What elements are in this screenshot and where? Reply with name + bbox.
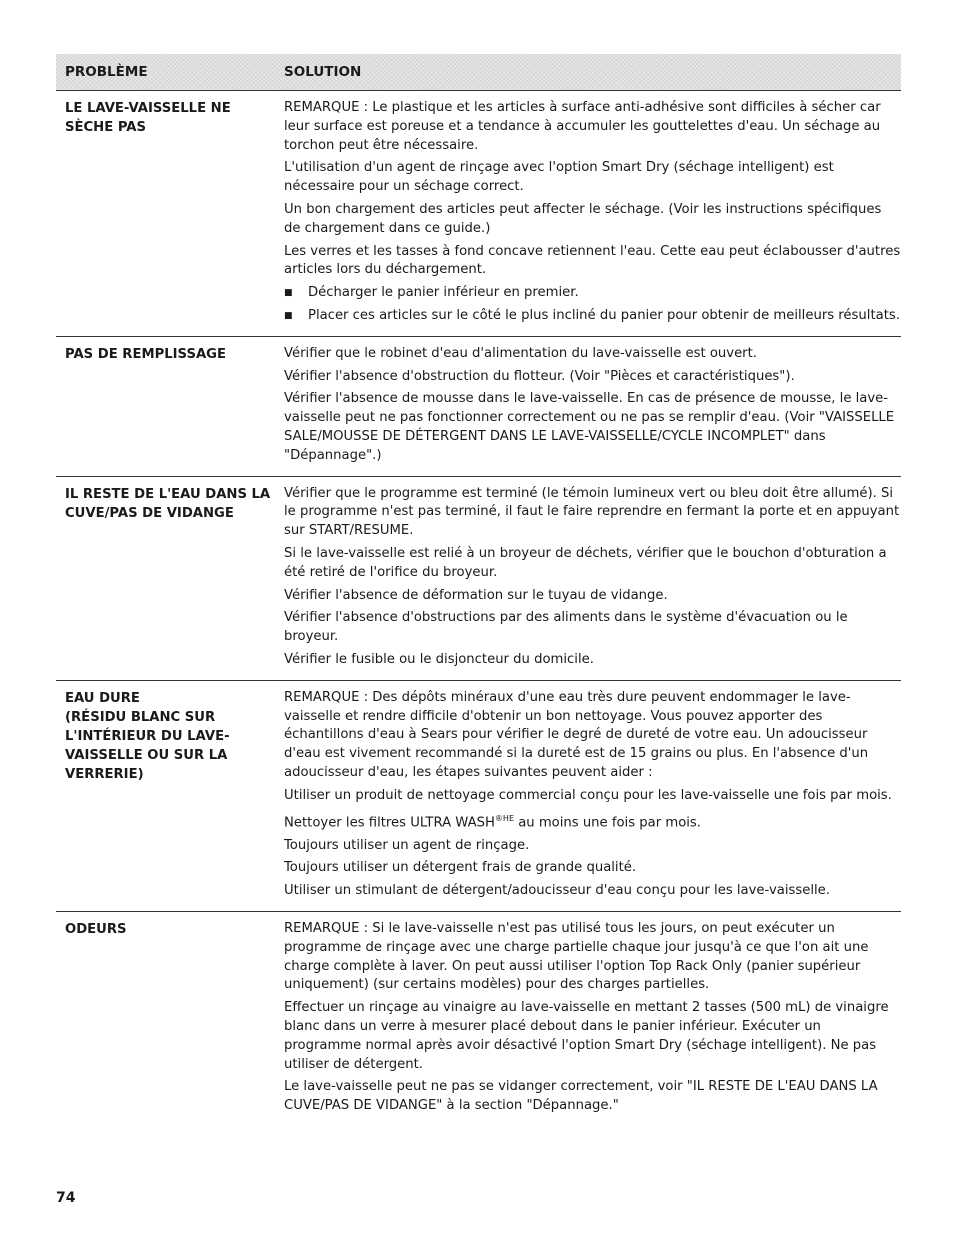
solution-paragraph: Vérifier le fusible ou le disjoncteur du domicile. bbox=[284, 651, 594, 667]
bullet-square-icon: ■ bbox=[284, 288, 293, 299]
solution-paragraph: Utiliser un produit de nettoyage commercial conçu pour les lave-vaisselle une fois par mois. bbox=[284, 787, 892, 803]
table-row bbox=[56, 91, 901, 337]
solution-paragraph: REMARQUE : Le plastique et les articles à surface anti-adhésive sont difficiles à sécher car leur surface est poreuse et a tendance à accumuler les gouttelettes d'eau. Un séchage au torchon peut être nécessaire. bbox=[284, 100, 881, 153]
solution-paragraph: REMARQUE : Des dépôts minéraux d'une eau très dure peuvent endommager le lave-vaisselle et rendre difficile d'obtenir un bon nettoyage. Vous pouvez apporter des échantillons d'eau à Sears pour vérifier le degré de dureté de votre eau. Un adoucisseur d'eau est vivement recommandé si la dureté est de 15 grains ou plus. En l'absence d'un adoucisseur d'eau, les étapes suivantes peuvent aider : bbox=[284, 689, 869, 780]
problem-line: PAS DE REMPLISSAGE bbox=[65, 346, 226, 362]
problem-line: VERRERIE) bbox=[65, 766, 144, 782]
solution-cell bbox=[284, 345, 901, 470]
problem-line: ODEURS bbox=[65, 922, 127, 938]
problem-line: SÈCHE PAS bbox=[65, 120, 146, 135]
solution-paragraph: Le lave-vaisselle peut ne pas se vidanger correctement, voir "IL RESTE DE L'EAU DANS LA CUVE/PAS DE VIDANGE" à la section "Dépannage." bbox=[284, 1079, 878, 1114]
page-number: 74 bbox=[56, 1190, 76, 1206]
problem-cell bbox=[56, 689, 284, 905]
problem-cell bbox=[56, 920, 284, 1120]
problem-cell bbox=[56, 99, 284, 330]
problem-line: VAISSELLE OU SUR LA bbox=[65, 747, 228, 763]
solution-paragraph: Vérifier l'absence d'obstruction du flotteur. (Voir "Pièces et caractéristiques"). bbox=[284, 368, 795, 384]
solution-paragraph: Toujours utiliser un agent de rinçage. bbox=[284, 837, 530, 853]
problem-line: EAU DURE bbox=[65, 690, 140, 706]
problem-line: CUVE/PAS DE VIDANGE bbox=[65, 505, 234, 521]
header-solution: SOLUTION bbox=[284, 64, 362, 80]
solution-paragraph: Vérifier que le robinet d'eau d'alimentation du lave-vaisselle est ouvert. bbox=[284, 345, 757, 361]
solution-cell bbox=[284, 485, 901, 674]
problem-cell bbox=[56, 345, 284, 470]
header-problem: PROBLÈME bbox=[65, 64, 148, 80]
solution-cell bbox=[284, 920, 901, 1120]
solution-paragraph: Un bon chargement des articles peut affecter le séchage. (Voir les instructions spécifiques de chargement dans ce guide.) bbox=[284, 201, 882, 236]
solution-cell bbox=[284, 689, 901, 905]
solution-paragraph: Nettoyer les filtres ULTRA $WASH^{®HE}$ au moins une fois par mois. bbox=[284, 813, 701, 830]
problem-line: IL RESTE DE L'EAU DANS LA bbox=[65, 486, 271, 502]
table-body bbox=[56, 91, 901, 1126]
solution-paragraph: Effectuer un rinçage au vinaigre au lave-vaisselle en mettant 2 tasses (500 mL) de vinaigre blanc dans un verre à mesurer placé debout dans le panier inférieur. Exécuter un programme normal après avoir désactivé l'option Smart Dry (séchage intelligent). Ne pas utiliser de détergent. bbox=[284, 1000, 889, 1072]
bullet-square-icon: ■ bbox=[284, 310, 293, 321]
problem-cell bbox=[56, 485, 284, 674]
problem-line: LE LAVE-VAISSELLE NE bbox=[65, 101, 231, 116]
table-header bbox=[56, 54, 901, 91]
solution-paragraph: Toujours utiliser un détergent frais de grande qualité. bbox=[284, 860, 637, 876]
solution-paragraph: Vérifier l'absence d'obstructions par des aliments dans le système d'évacuation ou le broyeur. bbox=[284, 610, 848, 645]
solution-paragraph: Si le lave-vaisselle est relié à un broyeur de déchets, vérifier que le bouchon d'obturation a été retiré de l'orifice du broyeur. bbox=[284, 545, 887, 580]
bullet-item bbox=[284, 284, 901, 303]
solution-paragraph: Vérifier l'absence de mousse dans le lave-vaisselle. En cas de présence de mousse, le lave-vaisselle peut ne pas fonctionner correctement ou ne pas se remplir d'eau. (Voir "VAISSELLE SALE/MOUSSE DE DÉTERGENT DANS LE LAVE-VAISSELLE/CYCLE INCOMPLET" dans "Dépannage".) bbox=[284, 391, 895, 463]
bullet-text: Décharger le panier inférieur en premier. bbox=[308, 285, 579, 301]
solution-paragraph: Les verres et les tasses à fond concave retiennent l'eau. Cette eau peut éclabousser d'autres articles lors du déchargement. bbox=[284, 243, 901, 278]
bullet-text: Placer ces articles sur le côté le plus incliné du panier pour obtenir de meilleurs résultats. bbox=[308, 307, 900, 323]
problem-line: L'INTÉRIEUR DU LAVE- bbox=[65, 728, 230, 744]
table-row bbox=[56, 912, 901, 1126]
solution-paragraph: L'utilisation d'un agent de rinçage avec l'option Smart Dry (séchage intelligent) est nécessaire pour un séchage correct. bbox=[284, 160, 834, 195]
solution-paragraph: REMARQUE : Si le lave-vaisselle n'est pas utilisé tous les jours, on peut exécuter un programme de rinçage avec une charge partielle chaque jour jusqu'à ce que l'on ait une charge complète à laver. On peut aussi utiliser l'option Top Rack Only (panier supérieur uniquement) (sur certains modèles) pour des charges partielles. bbox=[284, 921, 869, 993]
table-row bbox=[56, 337, 901, 477]
bullet-item bbox=[284, 307, 901, 326]
troubleshooting-table bbox=[56, 54, 901, 1126]
problem-line: (RÉSIDU BLANC SUR bbox=[65, 709, 216, 725]
table-row bbox=[56, 681, 901, 912]
table-row bbox=[56, 477, 901, 681]
solution-paragraph: Vérifier l'absence de déformation sur le tuyau de vidange. bbox=[284, 587, 668, 603]
solution-cell bbox=[284, 99, 901, 330]
solution-paragraph: Vérifier que le programme est terminé (le témoin lumineux vert ou bleu doit être allumé). Si le programme n'est pas terminé, il faut le faire reprendre en fermant la porte et en appuyant sur START/RESUME. bbox=[284, 485, 900, 539]
solution-paragraph: Utiliser un stimulant de détergent/adoucisseur d'eau conçu pour les lave-vaisselle. bbox=[284, 883, 830, 899]
